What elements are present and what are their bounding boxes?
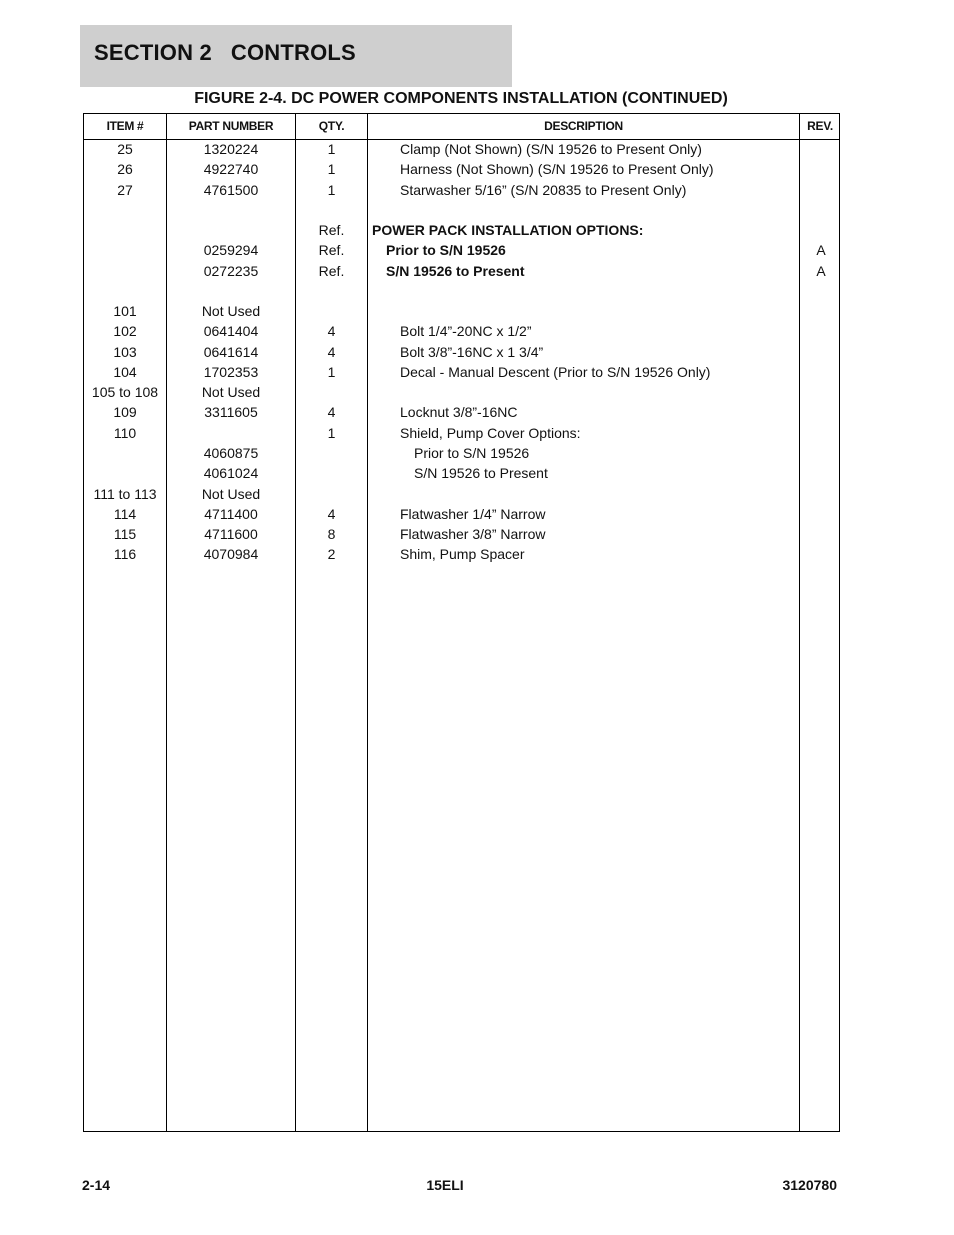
- table-row: [84, 139, 839, 159]
- part-number: 4922740: [203, 161, 259, 178]
- quantity: 2: [327, 546, 336, 563]
- model-name: 15ELI: [426, 1177, 464, 1193]
- table-body: [84, 139, 839, 565]
- description: Starwasher 5/16” (S/N 20835 to Present Only): [400, 181, 687, 198]
- item-number: 115: [113, 526, 137, 543]
- part-number: 1320224: [203, 141, 259, 157]
- part-number: Not Used: [201, 303, 261, 320]
- table-row: [84, 544, 839, 564]
- item-number: 111 to 113: [93, 485, 157, 502]
- table-row: [84, 220, 839, 240]
- part-number: 4060875: [203, 444, 259, 461]
- table-row: [84, 423, 839, 443]
- quantity: 1: [327, 363, 336, 380]
- table-row: [84, 443, 839, 463]
- description: Bolt 3/8”-16NC x 1 3/4”: [400, 343, 544, 360]
- description: Harness (Not Shown) (S/N 19526 to Present Only): [400, 161, 714, 178]
- description: S/N 19526 to Present: [414, 465, 548, 482]
- item-number: 103: [113, 343, 137, 360]
- table-row: [84, 159, 839, 179]
- description: Bolt 1/4”-20NC x 1/2”: [400, 323, 532, 340]
- figure-title: FIGURE 2-4. DC POWER COMPONENTS INSTALLATION (CONTINUED): [194, 90, 728, 107]
- part-number: 4711400: [204, 505, 258, 522]
- description: Locknut 3/8”-16NC: [400, 404, 518, 421]
- part-number: 4761500: [203, 181, 259, 198]
- parts-table: [83, 113, 840, 1132]
- item-number: 25: [117, 141, 133, 157]
- revision: A: [816, 242, 826, 259]
- table-row: [84, 362, 839, 382]
- table-row: [84, 261, 839, 281]
- quantity: 1: [327, 141, 336, 157]
- description: Prior to S/N 19526: [414, 444, 530, 461]
- quantity: Ref.: [318, 222, 345, 239]
- description: Shim, Pump Spacer: [400, 546, 525, 563]
- table-row: [84, 281, 839, 301]
- quantity: 4: [327, 505, 336, 522]
- table-row: [84, 463, 839, 483]
- table-row: [84, 524, 839, 544]
- quantity: 4: [327, 404, 336, 421]
- part-number: 0641404: [203, 323, 259, 340]
- part-number: 4070984: [203, 546, 259, 563]
- description: Prior to S/N 19526: [386, 242, 506, 259]
- description: Clamp (Not Shown) (S/N 19526 to Present Only): [400, 141, 702, 157]
- table-row: [84, 180, 839, 200]
- quantity: 1: [327, 181, 336, 198]
- quantity: 1: [327, 424, 336, 441]
- table-row: [84, 301, 839, 321]
- part-number: Not Used: [201, 485, 261, 502]
- item-number: 104: [113, 363, 137, 380]
- quantity: 4: [327, 323, 336, 340]
- page-number: 2-14: [82, 1177, 111, 1193]
- description: Flatwasher 3/8” Narrow: [400, 526, 546, 543]
- item-number: 116: [113, 546, 137, 563]
- table-row: [84, 504, 839, 524]
- part-number: 0641614: [203, 343, 259, 360]
- part-number: Not Used: [201, 384, 261, 401]
- table-row: [84, 321, 839, 341]
- description: POWER PACK INSTALLATION OPTIONS:: [372, 222, 644, 239]
- header-qty: QTY.: [318, 119, 345, 133]
- table-row: [84, 342, 839, 362]
- revision: A: [816, 262, 826, 279]
- quantity: 1: [327, 161, 336, 178]
- description: Flatwasher 1/4” Narrow: [400, 505, 546, 522]
- table-row: [84, 402, 839, 422]
- quantity: 4: [327, 343, 336, 360]
- table-row: [84, 484, 839, 504]
- item-number: 102: [113, 323, 137, 340]
- part-number: 4061024: [203, 465, 259, 482]
- section-title: SECTION 2 CONTROLS: [94, 40, 356, 65]
- item-number: 109: [113, 404, 137, 421]
- header-item: ITEM #: [106, 119, 144, 133]
- item-number: 114: [113, 505, 137, 522]
- document-number: 3120780: [782, 1177, 837, 1193]
- part-number: 1702353: [203, 363, 259, 380]
- table-row: [84, 382, 839, 402]
- description: S/N 19526 to Present: [386, 262, 525, 279]
- quantity: Ref.: [318, 242, 345, 259]
- description: Decal - Manual Descent (Prior to S/N 19526 Only): [400, 363, 711, 380]
- item-number: 27: [117, 181, 133, 198]
- item-number: 110: [113, 424, 137, 441]
- header-part-number: PART NUMBER: [188, 119, 274, 133]
- table-row: [84, 240, 839, 260]
- part-number: 0272235: [203, 262, 259, 279]
- quantity: Ref.: [318, 262, 345, 279]
- part-number: 4711600: [204, 526, 258, 543]
- header-description: DESCRIPTION: [544, 119, 623, 133]
- part-number: 3311605: [204, 404, 258, 421]
- item-number: 26: [117, 161, 133, 178]
- header-rev: REV.: [807, 119, 833, 133]
- table-row: [84, 200, 839, 220]
- quantity: 8: [327, 526, 336, 543]
- description: Shield, Pump Cover Options:: [400, 424, 581, 441]
- item-number: 105 to 108: [91, 384, 159, 401]
- part-number: 0259294: [203, 242, 259, 259]
- item-number: 101: [113, 303, 137, 320]
